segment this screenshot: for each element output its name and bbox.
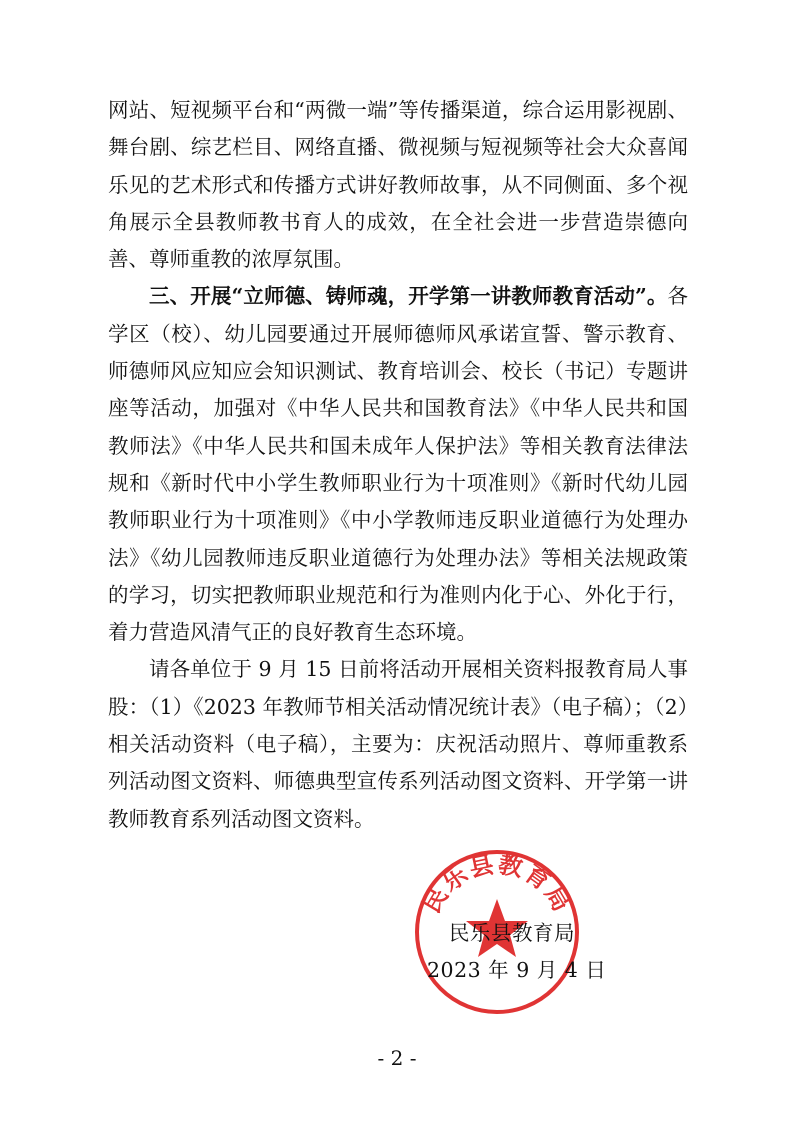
signature-date: 2023 年 9 月 4 日 (427, 958, 607, 982)
paragraph-submission-request: 请各单位于 9 月 15 日前将活动开展相关资料报教育局人事股：（1）《2023 年教师节相关活动情况统计表》（电子稿）；（2）相关活动资料（电子稿），主要为：庆祝活动照片、尊师重教系列活动图文资料、师德典型宣传系列活动图文资料、开学第一讲教师教育系列活动图文资料。 (108, 657, 688, 831)
seal-text: 民乐县教育局 (416, 848, 578, 918)
page-number: - 2 - (377, 1046, 417, 1070)
paragraph-section-three (108, 278, 688, 651)
paragraph-continuation: 网站、短视频平台和“两微一端”等传播渠道，综合运用影视剧、舞台剧、综艺栏目、网络直播、微视频与短视频等社会大众喜闻乐见的艺术形式和传播方式讲好教师故事，从不同侧面、多个视角展示全县教师教书育人的成效，在全社会进一步营造崇德向善、尊师重教的浓厚氛围。 (108, 98, 688, 272)
signature-organization: 民乐县教育局 (449, 921, 575, 945)
document-body (108, 92, 688, 838)
section-heading: 三、开展“立师德、铸师魂，开学第一讲教师教育活动”。 (149, 284, 668, 309)
section-body: 各学区（校）、幼儿园要通过开展师德师风承诺宣誓、警示教育、师德师风应知应会知识测试、教育培训会、校长（书记）专题讲座等活动，加强对《中华人民共和国教育法》《中华人民共和国教师法》《中华人民共和国未成年人保护法》等相关教育法律法规和《新时代中小学生教师职业行为十项准则》《新时代幼儿园教师职业行为十项准则》《中小学教师违反职业道德行为处理办法》《幼儿园教师违反职业道德行为处理办法》等相关法规政策的学习，切实把教师职业规范和行为准则内化于心、外化于行，着力营造风清气正的良好教育生态环境。 (108, 284, 688, 645)
